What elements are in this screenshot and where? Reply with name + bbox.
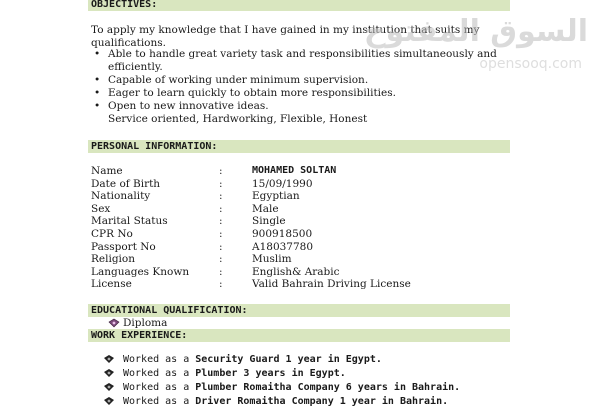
education-item-label: Diploma xyxy=(123,317,168,329)
objectives-bullet: • Open to new innovative ideas. xyxy=(94,100,269,112)
hand-pointer-icon xyxy=(103,368,115,378)
objectives-bullet: • Capable of working under minimum supervision. xyxy=(94,74,369,86)
work-item: Worked as a Plumber 3 years in Egypt. xyxy=(103,366,460,380)
info-value: Muslim xyxy=(252,253,292,266)
info-label: CPR No xyxy=(91,228,133,240)
objectives-heading: OBJECTIVES: xyxy=(88,0,510,11)
hand-pointer-icon xyxy=(103,396,115,406)
watermark-latin-text: opensooq.com xyxy=(479,56,582,72)
resume-page: OBJECTIVES: To apply my knowledge that I have gained in my institution that suits my qualifications. • Able to handle great variety task and responsibilities simultaneously and efficiently. • Capable of working under minimum supervision. • Eager to learn quickly to obtain more responsibilities. • Open to new innovative ideas. Service oriented, Hardworking, Flexible, Honest PERSONAL INFORMATION: Name : MOHAMED SOLTAN Date of Birth : 15/09/1990 Nationality : Egyptian Sex : Male Marital Status : Single CPR No : 900918500 Passport No : A18037780 Religion : Muslim Languages Known : English& Arabic License : Valid Bahrain Driving License EDUCATIONAL QUALIFICATION: Diploma WORK EXPERIENCE: Worked as a Security Guard 1 year in Egypt. Worked as a Plumber 3 years in Egypt. Worked as a Plumber Romaitha Company 6 years in Bahrain. Worked as a Driver Romaitha Company 1 year in Bahrain. السوق المفتوح opensooq.com xyxy=(0,0,600,400)
info-value: MOHAMED SOLTAN xyxy=(252,165,337,176)
education-item xyxy=(108,317,167,329)
info-value: 15/09/1990 xyxy=(252,177,313,190)
work-item: Worked as a Plumber Romaitha Company 6 years in Bahrain. xyxy=(103,380,460,394)
education-heading: EDUCATIONAL QUALIFICATION: xyxy=(88,304,510,317)
info-label: Marital Status xyxy=(91,215,168,228)
personal-info-heading: PERSONAL INFORMATION: xyxy=(88,140,510,153)
objectives-bullet: • Eager to learn quickly to obtain more responsibilities. xyxy=(94,87,396,99)
bullet-dot-icon: • xyxy=(94,100,101,112)
info-value: Valid Bahrain Driving License xyxy=(252,278,411,291)
watermark-arabic-text: السوق المفتوح xyxy=(363,14,588,49)
info-label: Nationality xyxy=(91,190,151,203)
objectives-bullet: • Able to handle great variety task and responsibilities simultaneously and xyxy=(94,48,497,60)
work-item: Worked as a Driver Romaitha Company 1 year in Bahrain. xyxy=(103,394,460,408)
objectives-intro-line1: To apply my knowledge that I have gained in my institution that suits my xyxy=(91,24,480,36)
info-label: Date of Birth xyxy=(91,177,161,190)
info-label: Name xyxy=(91,165,123,177)
objectives-traits: Service oriented, Hardworking, Flexible, Honest xyxy=(108,113,368,125)
info-value: A18037780 xyxy=(252,240,314,253)
info-label: Sex xyxy=(91,202,111,215)
objectives-intro-line2: qualifications. xyxy=(91,36,166,49)
info-value: Single xyxy=(252,215,286,228)
hand-pointer-icon xyxy=(103,354,115,364)
hand-pointer-icon xyxy=(108,318,120,328)
bullet-dot-icon: • xyxy=(94,74,101,86)
info-value: English& Arabic xyxy=(252,265,340,278)
info-value: 900918500 xyxy=(252,228,313,240)
objectives-bullet-continuation: efficiently. xyxy=(108,61,163,73)
hand-pointer-icon xyxy=(103,382,115,392)
work-experience-heading: WORK EXPERIENCE: xyxy=(88,329,510,342)
bullet-dot-icon: • xyxy=(94,87,101,99)
opensooq-watermark xyxy=(363,14,588,80)
work-item: Worked as a Security Guard 1 year in Egypt. xyxy=(103,352,460,366)
info-label: Languages Known xyxy=(91,265,190,278)
info-label: Passport No xyxy=(91,240,156,253)
bullet-dot-icon: • xyxy=(94,48,101,60)
info-value: Male xyxy=(252,202,279,215)
info-label: Religion xyxy=(91,253,135,266)
info-value: Egyptian xyxy=(252,190,300,203)
info-label: License xyxy=(91,278,132,291)
